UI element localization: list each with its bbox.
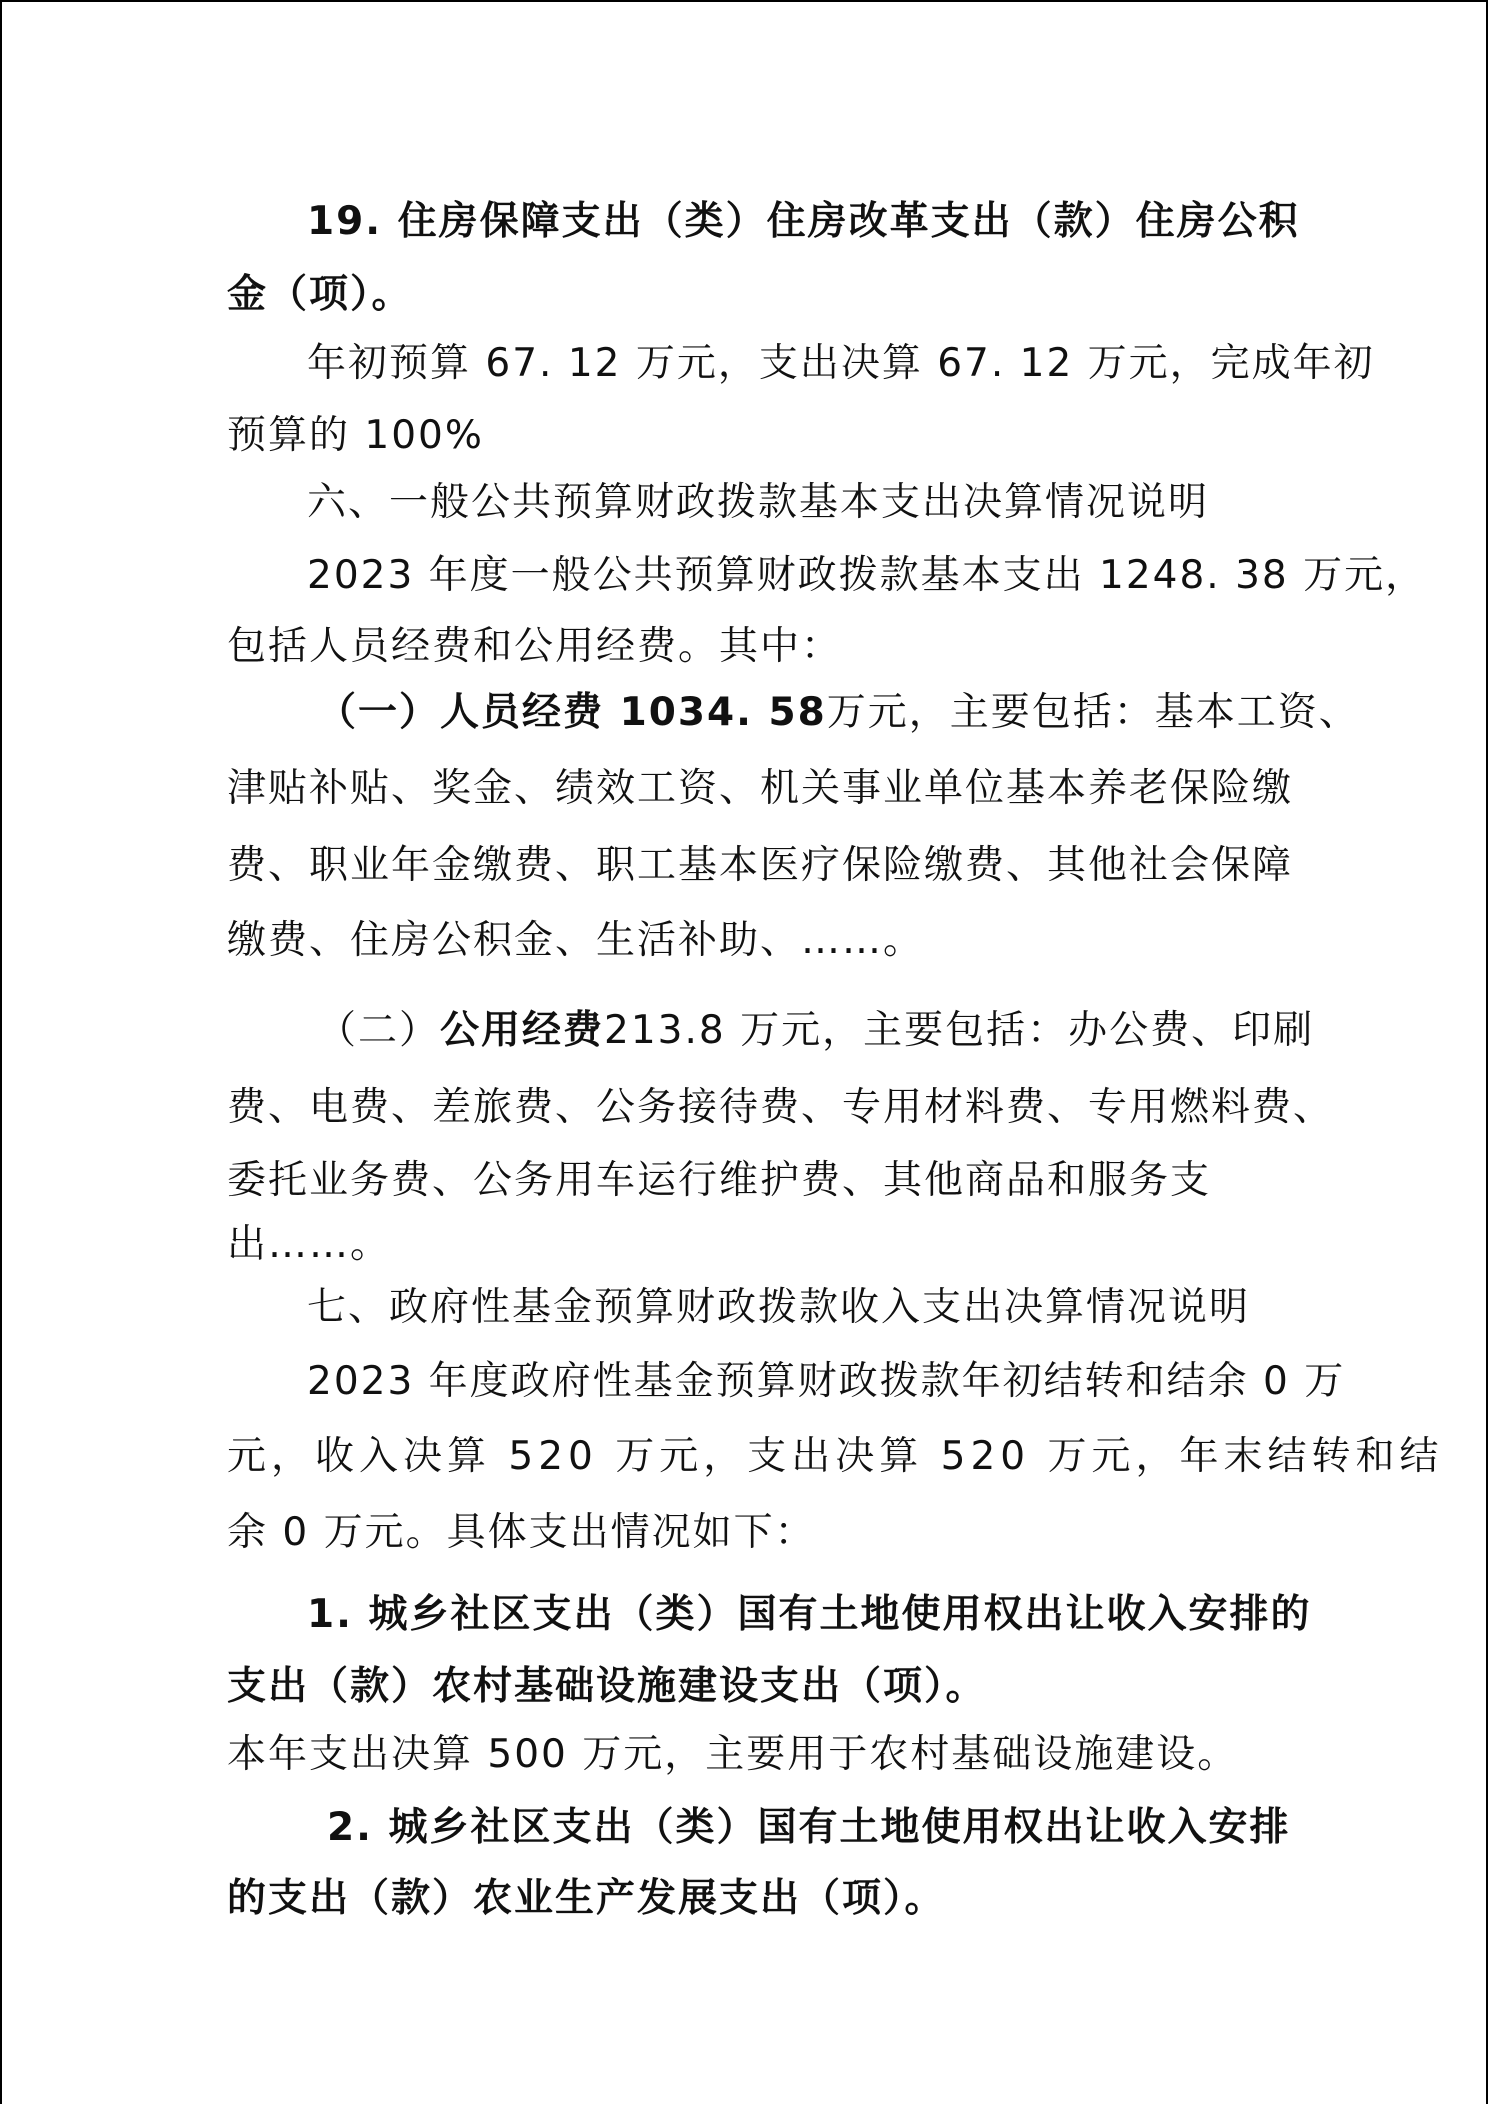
item2-title-line2: 的支出（款）农业生产发展支出（项）。	[227, 1876, 946, 1921]
section7-paragraph-line1: 2023 年度政府性基金预算财政拨款年初结转和结余 0 万	[307, 1359, 1346, 1404]
public-line1-rest: 213.8 万元，主要包括：办公费、印刷	[604, 1008, 1315, 1053]
item19-budget-line2: 预算的 100%	[227, 413, 484, 458]
public-label: 公用经费	[440, 1008, 605, 1053]
section7-paragraph-line3: 余 0 万元。具体支出情况如下：	[227, 1510, 816, 1555]
personnel-line1	[317, 688, 1360, 738]
public-line2: 费、电费、差旅费、公务接待费、专用材料费、专用燃料费、	[227, 1085, 1335, 1130]
section7-paragraph-line2: 元，收入决算 520 万元，支出决算 520 万元，年末结转和结	[227, 1434, 1444, 1479]
personnel-line4: 缴费、住房公积金、生活补助、……。	[227, 918, 925, 963]
item1-title-line1: 1. 城乡社区支出（类）国有土地使用权出让收入安排的	[307, 1592, 1312, 1637]
personnel-line2: 津贴补贴、奖金、绩效工资、机关事业单位基本养老保险缴	[227, 766, 1294, 811]
public-label-prefix: （二）	[317, 1008, 441, 1053]
personnel-line3: 费、职业年金缴费、职工基本医疗保险缴费、其他社会保障	[227, 843, 1294, 888]
section6-heading: 六、一般公共预算财政拨款基本支出决算情况说明	[307, 480, 1210, 525]
item19-budget-line1: 年初预算 67. 12 万元，支出决算 67. 12 万元，完成年初	[307, 341, 1375, 386]
item1-description: 本年支出决算 500 万元，主要用于农村基础设施建设。	[227, 1732, 1239, 1777]
item2-title-line1: 2. 城乡社区支出（类）国有土地使用权出让收入安排	[327, 1805, 1291, 1850]
section6-paragraph-line2: 包括人员经费和公用经费。其中：	[227, 624, 843, 669]
section6-paragraph-line1: 2023 年度一般公共预算财政拨款基本支出 1248. 38 万元，	[307, 553, 1427, 598]
public-line1	[317, 1006, 1314, 1056]
section7-heading: 七、政府性基金预算财政拨款收入支出决算情况说明	[307, 1285, 1251, 1330]
item1-title-line2: 支出（款）农村基础设施建设支出（项）。	[227, 1664, 987, 1709]
personnel-line1-rest: 万元，主要包括：基本工资、	[826, 690, 1360, 735]
public-line4: 出……。	[227, 1222, 392, 1267]
item19-title-line2: 金（项）。	[227, 272, 413, 317]
personnel-label: （一）人员经费 1034. 58	[317, 690, 827, 735]
item19-title-line1: 19. 住房保障支出（类）住房改革支出（款）住房公积	[307, 199, 1300, 244]
public-line3: 委托业务费、公务用车运行维护费、其他商品和服务支	[227, 1158, 1212, 1203]
